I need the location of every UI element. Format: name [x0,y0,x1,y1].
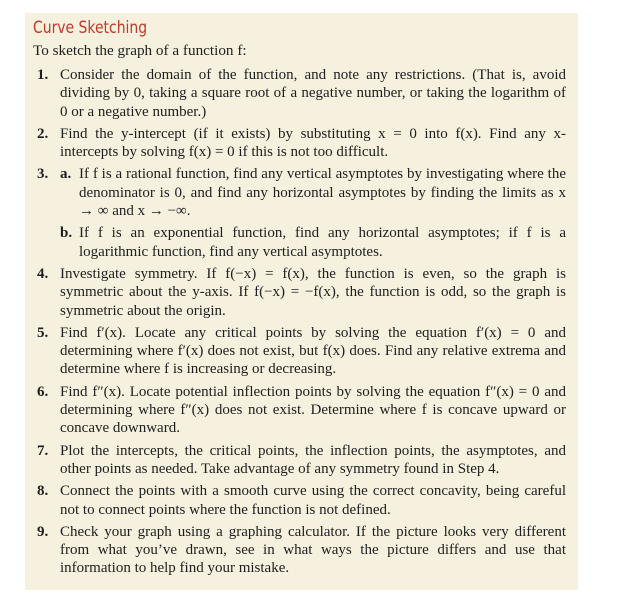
substep-label: b. [60,225,73,242]
step-number: 9. [37,523,49,540]
steps-list [25,66,578,582]
step-text: Connect the points with a smooth curve using the correct concavity, being careful not to connect points where the function is not defined. [60,483,566,518]
step-number: 8. [37,483,49,500]
step-text: Find f″(x). Locate potential inflection points by solving the equation f″(x) = 0 and determining where f″(x) does not exist. Determine where f is concave upward or concave downward. [60,383,566,437]
summary-box [25,13,578,590]
step-number: 1. [37,67,49,83]
step-text: Plot the intercepts, the critical points, the inflection points, the asymptotes, and other points as needed. Take advantage of any symmetry found in Step 4. [60,442,566,477]
step-2 [25,125,578,162]
step-text: Consider the domain of the function, and note any restrictions. (That is, avoid dividing by 0, taking a square root of a negative number, or taking the logarithm of 0 or a negative number.) [60,67,566,120]
step-number: 5. [37,324,49,341]
step-text: Investigate symmetry. If f(−x) = f(x), the function is even, so the graph is symmetric about the y-axis. If f(−x) = −f(x), the function is odd, so the graph is symmetric about the origin. [60,265,566,319]
substep-text: If f is a rational function, find any vertical asymptotes by investigating where the denominator is 0, and find any horizontal asymptotes by finding the limits as x → ∞ and x → −∞. [79,166,566,220]
step-text: Find the y-intercept (if it exists) by substituting x = 0 into f(x). Find any x-intercepts by solving f(x) = 0 if this is not too difficult. [60,125,566,161]
step-4 [25,265,578,320]
step-3a [25,165,578,220]
step-text: Find f′(x). Locate any critical points by solving the equation f′(x) = 0 and determining where f′(x) does not exist, but f(x) does. Find any relative extrema and determine where f is increasing or decreasing. [60,324,566,378]
substep-text: If f is an exponential function, find any horizontal asymptotes; if f is a logarithmic function, find any vertical asymptotes. [79,225,566,260]
step-number: 6. [37,383,49,400]
step-text: Check your graph using a graphing calculator. If the picture looks very different from what you’ve drawn, see in what ways the picture differs and use that information to help find your mistake. [60,523,566,577]
step-1 [25,66,578,121]
step-number: 4. [37,265,49,282]
step-3b [25,224,578,261]
step-number: 2. [37,125,49,142]
intro-text: To sketch the graph of a function f: [33,42,247,59]
step-6 [25,383,578,438]
step-number: 3. [37,166,49,183]
step-7 [25,442,578,479]
step-number: 7. [37,442,49,459]
step-9 [25,523,578,578]
box-title: Curve Sketching [33,18,148,38]
substep-label: a. [60,166,72,183]
step-5 [25,324,578,379]
step-8 [25,482,578,519]
